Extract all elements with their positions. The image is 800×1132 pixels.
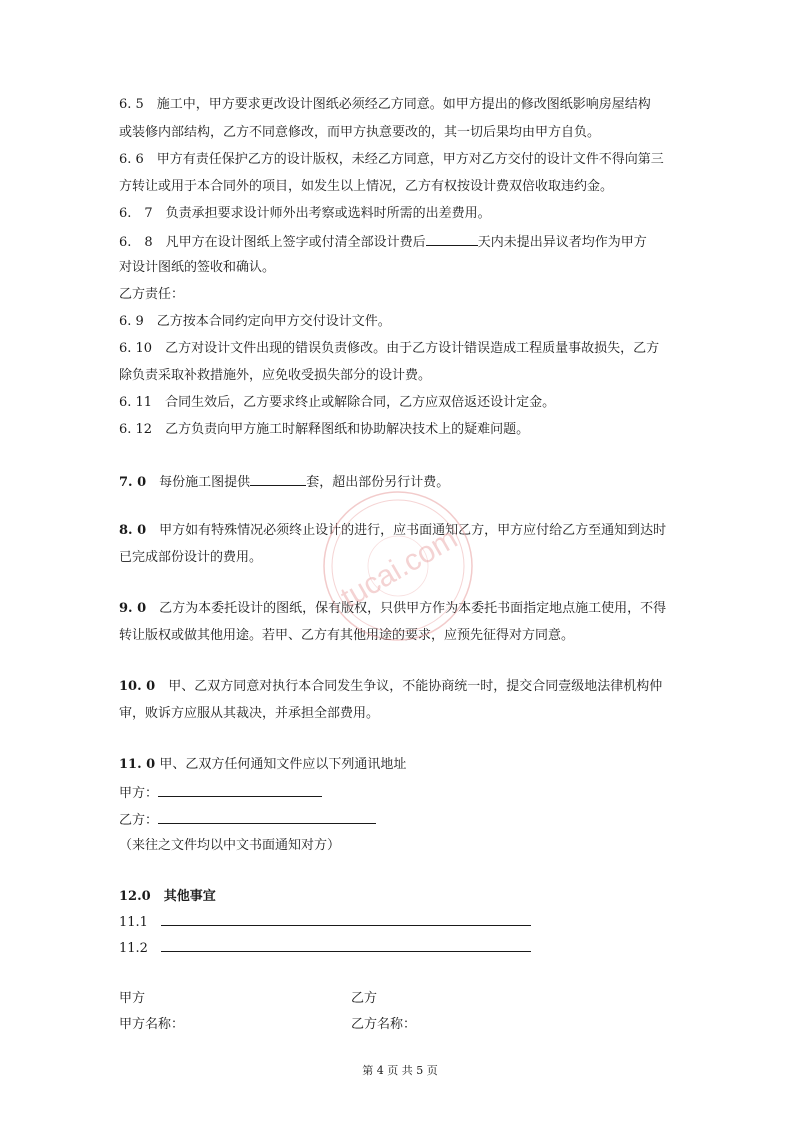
clause-9-0-line-2: 转让版权或做其他用途。若甲、乙方有其他用途的要求，应预先征得对方同意。 bbox=[119, 628, 575, 643]
party-a-address-label: 甲方： bbox=[119, 786, 159, 801]
clause-6-5-line-1: 6. 5 施工中，甲方要求更改设计图纸必须经乙方同意。如甲方提出的修改图纸影响房屋结构 bbox=[119, 97, 651, 112]
clause-7-text-b: 套，超出部份另行计费。 bbox=[306, 475, 450, 490]
party-b-signature-label: 乙方 bbox=[351, 991, 378, 1006]
party-a-name-label: 甲方名称： bbox=[119, 1017, 185, 1032]
clause-6-8-line-1 bbox=[119, 232, 647, 252]
clause-6-7: 6. 7 负责承担要求设计师外出考察或选料时所需的出差费用。 bbox=[119, 206, 491, 221]
days-blank[interactable] bbox=[426, 232, 478, 246]
party-b-address-blank[interactable] bbox=[158, 810, 376, 824]
party-b-name-label: 乙方名称： bbox=[351, 1017, 417, 1032]
clause-6-12: 6. 12 乙方负责向甲方施工时解释图纸和协助解决技术上的疑难问题。 bbox=[119, 422, 530, 437]
clause-9-number: 9. 0 bbox=[119, 601, 147, 616]
other-item-1-number: 11.1 bbox=[119, 915, 148, 930]
clause-10-number: 10. 0 bbox=[119, 679, 156, 694]
clause-12-number: 12.0 bbox=[119, 889, 151, 904]
clause-8-number: 8. 0 bbox=[119, 523, 147, 538]
clause-7-text-a: 每份施工图提供 bbox=[159, 475, 251, 490]
clause-12-0 bbox=[119, 888, 216, 906]
watermark-stamp bbox=[318, 486, 478, 646]
other-item-2-blank[interactable] bbox=[161, 938, 531, 952]
clause-10-0-line-1 bbox=[119, 678, 662, 696]
party-b-address bbox=[119, 810, 376, 830]
clause-7-number: 7. 0 bbox=[119, 475, 147, 490]
other-item-2-number: 11.2 bbox=[119, 941, 148, 956]
party-a-address bbox=[119, 783, 322, 803]
clause-8-0-line-2: 已完成部份设计的费用。 bbox=[119, 550, 263, 565]
clause-6-6-line-2: 方转让或用于本合同外的项目，如发生以上情况，乙方有权按设计费双倍收取违约金。 bbox=[119, 179, 614, 194]
sets-blank[interactable] bbox=[250, 472, 306, 486]
clause-10-0-line-2: 审，败诉方应服从其裁决，并承担全部费用。 bbox=[119, 706, 380, 721]
clause-8-text: 甲方如有特殊情况必须终止设计的进行，应书面通知乙方，甲方应付给乙方至通知到达时 bbox=[159, 523, 667, 538]
party-b-address-label: 乙方： bbox=[119, 813, 159, 828]
clause-10-text: 甲、乙双方同意对执行本合同发生争议，不能协商统一时，提交合同壹级地法律机构仲 bbox=[168, 679, 663, 694]
clause-11-number: 11. 0 bbox=[119, 757, 156, 772]
other-item-1 bbox=[119, 912, 531, 932]
clause-6-6-line-1: 6. 6 甲方有责任保护乙方的设计版权，未经乙方同意，甲方对乙方交付的设计文件不得向第三 bbox=[119, 152, 664, 167]
watermark-text: tucai.com bbox=[335, 521, 464, 615]
clause-12-title: 其他事宜 bbox=[163, 889, 216, 904]
clause-6-11: 6. 11 合同生效后，乙方要求终止或解除合同，乙方应双倍返还设计定金。 bbox=[119, 395, 556, 410]
clause-11-0 bbox=[119, 756, 406, 774]
clause-6-9: 6. 9 乙方按本合同约定向甲方交付设计文件。 bbox=[119, 314, 391, 329]
clause-6-10-line-1: 6. 10 乙方对设计文件出现的错误负责修改。由于乙方设计错误造成工程质量事故损失，乙方 bbox=[119, 341, 660, 356]
clause-6-8-line-2: 对设计图纸的签收和确认。 bbox=[119, 260, 276, 275]
clause-6-10-line-2: 除负责采取补救措施外，应免收受损失部分的设计费。 bbox=[119, 368, 432, 383]
party-a-address-blank[interactable] bbox=[158, 783, 322, 797]
page-number: 第 4 页 共 5 页 bbox=[362, 1064, 438, 1077]
clause-6-5-line-2: 或装修内部结构，乙方不同意修改，而甲方执意要改的，其一切后果均由甲方自负。 bbox=[119, 125, 601, 140]
other-item-2 bbox=[119, 938, 531, 958]
party-a-signature-label: 甲方 bbox=[119, 991, 146, 1006]
clause-11-text: 甲、乙双方任何通知文件应以下列通讯地址 bbox=[159, 757, 407, 772]
clause-6-8-text-a: 6. 8 凡甲方在设计图纸上签字或付清全部设计费后 bbox=[119, 235, 426, 250]
clause-6-8-text-b: 天内未提出异议者均作为甲方 bbox=[477, 235, 647, 250]
party-b-duties-heading: 乙方责任： bbox=[119, 287, 185, 302]
other-item-1-blank[interactable] bbox=[161, 912, 531, 926]
correspondence-note: （来往之文件均以中文书面通知对方） bbox=[119, 838, 341, 853]
clause-9-text: 乙方为本委托设计的图纸，保有版权，只供甲方作为本委托书面指定地点施工使用，不得 bbox=[159, 601, 667, 616]
